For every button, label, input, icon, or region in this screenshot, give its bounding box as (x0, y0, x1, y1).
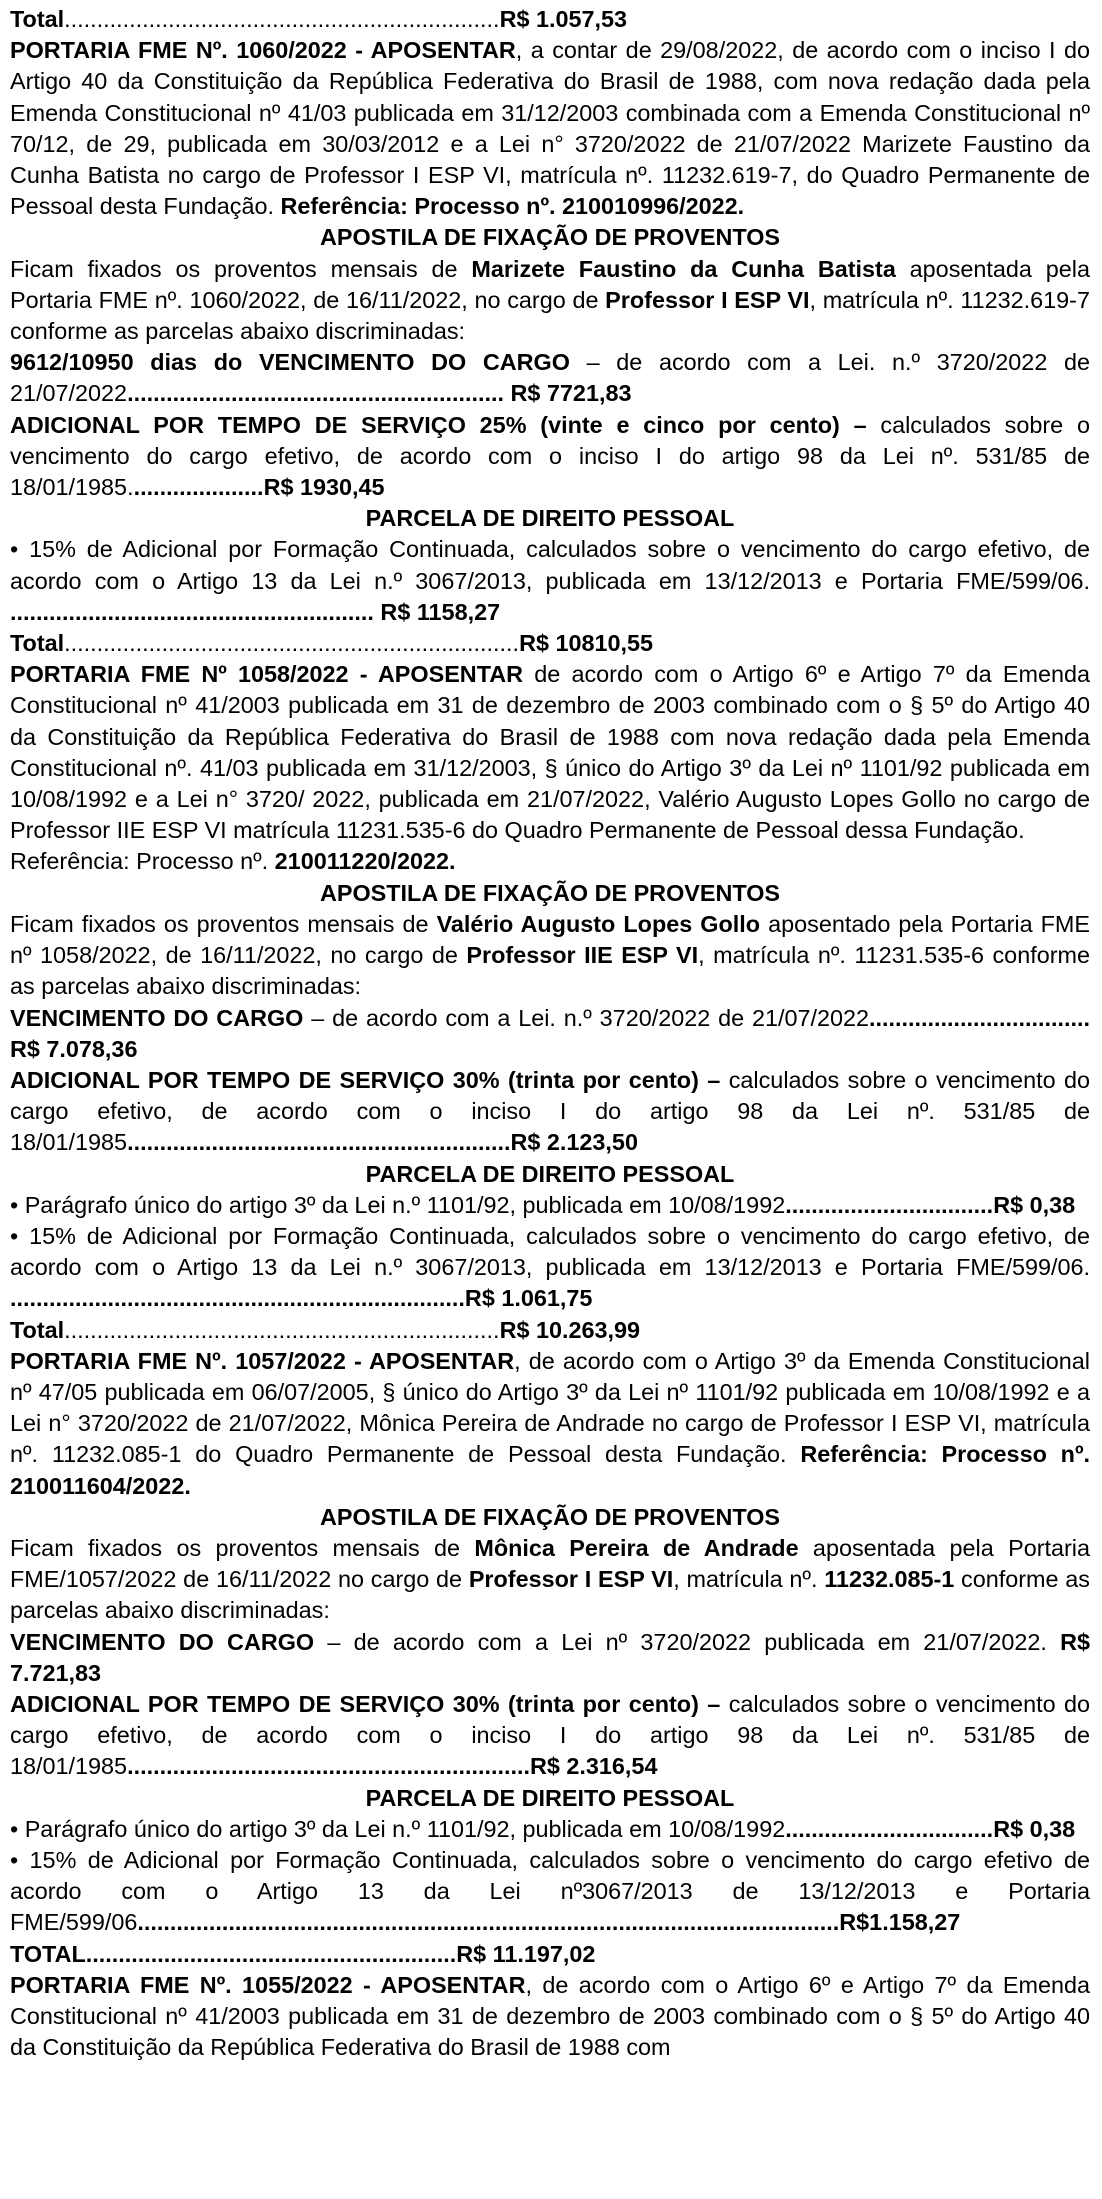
dot-leader: .................... (133, 474, 264, 501)
text: – de acordo com a Lei. n.º 3720/2022 de 21/07/2022 (10, 349, 1091, 407)
portaria-heading: PORTARIA FME Nº. 1055/2022 - APOSENTAR (10, 1971, 526, 1998)
vencimento-label: VENCIMENTO DO CARGO (10, 1004, 304, 1031)
parcela-title: PARCELA DE DIREITO PESSOAL (365, 505, 735, 532)
portaria-1055-paragraph (10, 1970, 1090, 2064)
parcela-title: PARCELA DE DIREITO PESSOAL (365, 1784, 735, 1811)
portaria-1058-paragraph (10, 659, 1090, 846)
vencimento-line (10, 347, 1090, 409)
adicional-line (10, 1689, 1090, 1783)
adicional-line (10, 1065, 1090, 1159)
text: Referência: Processo nº. (10, 848, 275, 875)
amount: R$ 2.123,50 (510, 1129, 638, 1156)
cargo: Professor I ESP VI (468, 1566, 674, 1593)
vencimento-label: VENCIMENTO DO CARGO (10, 1628, 315, 1655)
text: Ficam fixados os proventos mensais de (10, 1534, 475, 1561)
total-value: R$ 10810,55 (519, 630, 654, 657)
adicional-label: ADICIONAL POR TEMPO DE SERVIÇO 25% (vinte e cinco por cento) – (10, 411, 867, 438)
cargo: Professor IIE ESP VI (466, 942, 699, 969)
text: , matrícula nº. 11231.535-6 conforme as parcelas abaixo discriminadas: (10, 942, 1090, 1000)
total-line (10, 1939, 1090, 1970)
portaria-heading: PORTARIA FME Nº 1058/2022 - APOSENTAR (10, 661, 524, 688)
total-label: Total (10, 6, 65, 32)
bullet-icon: • (10, 1222, 30, 1249)
fixation-paragraph (10, 1533, 1090, 1627)
total-value: R$ 11.197,02 (456, 1940, 596, 1967)
text: Parágrafo único do artigo 3º da Lei n.º 1101/92, publicada em 10/08/1992 (24, 1815, 786, 1842)
dot-leader: ......................................................... (85, 1940, 457, 1967)
bullet-icon: • (10, 536, 30, 563)
text: aposentada pela Portaria FME nº. 1060/2022, de 16/11/2022, no cargo de (10, 255, 1090, 313)
amount: R$ 0,38 (993, 1191, 1076, 1218)
portaria-heading: PORTARIA FME Nº. 1057/2022 - APOSENTAR (10, 1347, 515, 1374)
bullet-item (10, 1221, 1090, 1315)
process-reference-line (10, 846, 1090, 877)
process-reference: Referência: Processo nº. 210011604/2022. (10, 1441, 1090, 1499)
fixation-paragraph (10, 254, 1090, 348)
total-value: R$ 10.263,99 (499, 1316, 641, 1343)
text: , matrícula nº. (673, 1566, 825, 1593)
text: aposentado pela Portaria FME nº 1058/2022, de 16/11/2022, no cargo de (10, 910, 1090, 969)
dot-leader: ............................................................................................................ (137, 1909, 840, 1936)
retiree-name: Marizete Faustino da Cunha Batista (471, 255, 896, 282)
bullet-item (10, 1190, 1090, 1221)
amount: R$ 1158,27 (373, 598, 501, 625)
adicional-line (10, 410, 1090, 504)
dot-leader: ........................................................... (127, 1129, 511, 1156)
dot-leader: .................................. (869, 1004, 1090, 1031)
dot-leader: .............................................................. (127, 1753, 530, 1780)
dot-leader: ................................................................... (64, 6, 500, 32)
apostila-title: APOSTILA DE FIXAÇÃO DE PROVENTOS (319, 1503, 781, 1530)
portaria-1057-paragraph (10, 1346, 1090, 1502)
bullet-item (10, 534, 1090, 628)
adicional-label: ADICIONAL POR TEMPO DE SERVIÇO 30% (trinta por cento) – (10, 1066, 721, 1093)
amount: R$1.158,27 (839, 1909, 961, 1936)
dot-leader: .......................................................... (127, 380, 505, 407)
total-label: Total (10, 630, 65, 657)
amount: R$ 7.078,36 (10, 1035, 138, 1062)
text: calculados sobre o vencimento do cargo efetivo, de acordo com o inciso I do artigo 98 da Lei nº. 531/85 de 18/01/1985 (10, 1066, 1091, 1156)
amount: R$ 7.721,83 (10, 1628, 1090, 1686)
portaria-1060-paragraph (10, 35, 1090, 222)
vencimento-line (10, 1627, 1090, 1689)
amount: R$ 1.061,75 (464, 1285, 593, 1312)
text: Parágrafo único do artigo 3º da Lei n.º 1101/92, publicada em 10/08/1992 (24, 1191, 786, 1218)
text: , matrícula nº. 11232.619-7 conforme as parcelas abaixo discriminadas: (10, 286, 1090, 345)
text: 15% de Adicional por Formação Continuada, calculados sobre o vencimento do cargo efetivo, de acordo com o Artigo 13 da Lei n.º 3067/2013, publicada em 13/12/2013 e Portaria FME/599/06. (10, 1222, 1090, 1281)
text: 15% de Adicional por Formação Continuada, calculados sobre o vencimento do cargo efetivo, de acordo com o Artigo 13 da Lei n.º 3067/2013, publicada em 13/12/2013 e Portaria FME/599/06. (10, 536, 1090, 594)
apostila-title: APOSTILA DE FIXAÇÃO DE PROVENTOS (319, 879, 781, 906)
bullet-item (10, 1845, 1090, 1939)
parcela-title: PARCELA DE DIREITO PESSOAL (365, 1160, 735, 1187)
bullet-icon: • (10, 1846, 30, 1873)
text: 15% de Adicional por Formação Continuada, calculados sobre o vencimento do cargo efetivo de acordo com o Artigo 13 da Lei nº3067/2013 de 13/12/2013 e Portaria FME/599/06 (10, 1846, 1090, 1936)
portaria-body: , de acordo com o Artigo 3º da Emenda Constitucional nº 47/05 publicada em 06/07/2005, § único do Artigo 3º da Lei nº 1101/92 publicada em 10/08/1992 e a Lei n° 3720/2022 de 21/07/2022, Mônica Pereira de Andrade no cargo de Professor I ESP VI, matrícula nº. 11232.085-1 do Quadro Permanente de Pessoal desta Fundação. (10, 1347, 1091, 1468)
total-line-1 (10, 4, 1090, 35)
portaria-body: de acordo com o Artigo 6º e Artigo 7º da Emenda Constitucional nº 41/2003 publicada em 31 de dezembro de 2003 combinado com o § 5º do Artigo 40 da Constituição da República Federativa do Brasil de 1988 com nova redação dada pela Emenda Constitucional nº. 41/03 publicada em 31/12/2003, § único do Artigo 3º da Lei nº 1101/92 publicada em 10/08/1992 e a Lei n° 3720/ 2022, publicada em 21/07/2022, Valério Augusto Lopes Gollo no cargo de Professor IIE ESP VI matrícula 11231.535-6 do Quadro Permanente de Pessoal dessa Fundação. (10, 661, 1090, 844)
adicional-label: ADICIONAL POR TEMPO DE SERVIÇO 30% (trinta por cento) – (10, 1690, 721, 1717)
portaria-body: , de acordo com o Artigo 6º e Artigo 7º da Emenda Constitucional nº 41/2003 publicada em 31 de dezembro de 2003 combinado com o § 5º do Artigo 40 da Constituição da República Federativa do Brasil de 1988 com (10, 1971, 1090, 2061)
text: conforme as parcelas abaixo discriminadas: (10, 1566, 1090, 1624)
bullet-icon: • (10, 1191, 25, 1218)
bullet-item (10, 1814, 1090, 1845)
dot-leader: ................................ (785, 1815, 994, 1842)
process-number: 210011220/2022. (274, 848, 456, 875)
text: Ficam fixados os proventos mensais de (10, 910, 437, 937)
dot-leader: ...................................................................... (10, 1285, 465, 1312)
portaria-heading: PORTARIA FME Nº. 1060/2022 - APOSENTAR (10, 37, 516, 64)
bullet-icon: • (10, 1815, 25, 1842)
amount: R$ 0,38 (993, 1815, 1076, 1842)
total-label: TOTAL (10, 1940, 86, 1967)
total-value: R$ 1.057,53 (499, 6, 628, 32)
text: aposentada pela Portaria FME/1057/2022 de 16/11/2022 no cargo de (10, 1534, 1090, 1593)
vencimento-label: 9612/10950 dias do VENCIMENTO DO CARGO (10, 349, 570, 376)
text: Ficam fixados os proventos mensais de (10, 255, 472, 282)
total-line (10, 628, 1090, 659)
cargo: Professor I ESP VI (605, 286, 810, 313)
process-reference: Referência: Processo nº. 210010996/2022. (280, 193, 745, 220)
retiree-name: Valério Augusto Lopes Gollo (436, 910, 761, 937)
text: – de acordo com a Lei. n.º 3720/2022 de 21/07/2022 (303, 1004, 870, 1031)
amount: R$ 7721,83 (504, 380, 632, 407)
retiree-name: Mônica Pereira de Andrade (474, 1534, 799, 1561)
dot-leader: ...................................................................... (64, 630, 520, 657)
matricula: 11232.085-1 (824, 1566, 955, 1593)
text: calculados sobre o vencimento do cargo efetivo, de acordo com o inciso I do artigo 98 da Lei nº. 531/85 de 18/01/1985 (10, 1690, 1091, 1780)
text: calculados sobre o vencimento do cargo efetivo, de acordo com o inciso I do artigo 98 da Lei nº. 531/85 de 18/01/1985. (10, 411, 1090, 501)
portaria-body: , a contar de 29/08/2022, de acordo com o inciso I do Artigo 40 da Constituição da República Federativa do Brasil de 1988, com nova redação dada pela Emenda Constitucional nº 41/03 publicada em 31/12/2003 combinada com a Emenda Constitucional nº 70/12, de 29, publicada em 30/03/2012 e a Lei n° 3720/2022 de 21/07/2022 Marizete Faustino da Cunha Batista no cargo de Professor I ESP VI, matrícula nº. 11232.619-7, do Quadro Permanente de Pessoal desta Fundação. (10, 37, 1091, 220)
amount: R$ 2.316,54 (530, 1753, 658, 1780)
dot-leader: ................................ (785, 1191, 994, 1218)
dot-leader: ................................................................... (64, 1316, 500, 1343)
amount: R$ 1930,45 (263, 474, 385, 501)
dot-leader: ........................................................ (10, 598, 374, 625)
total-line (10, 1315, 1090, 1346)
apostila-title: APOSTILA DE FIXAÇÃO DE PROVENTOS (319, 224, 781, 251)
fixation-paragraph (10, 909, 1090, 1003)
total-label: Total (10, 1316, 65, 1343)
vencimento-line (10, 1003, 1090, 1065)
text: – de acordo com a Lei nº 3720/2022 publicada em 21/07/2022. (314, 1628, 1061, 1655)
